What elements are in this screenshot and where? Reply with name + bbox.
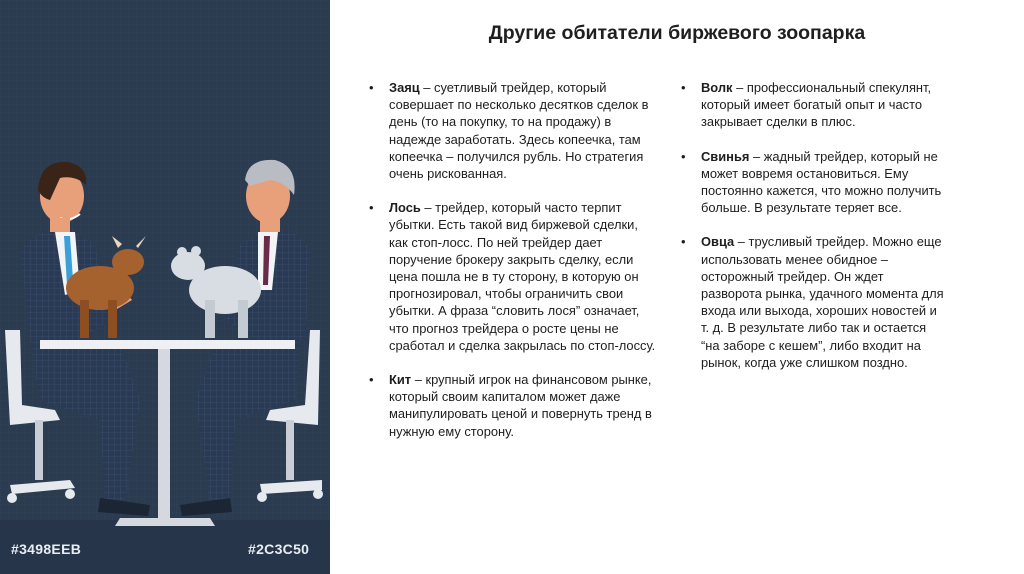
definition-moose: – трейдер, который часто терпит убытки. Есть такой вид биржевой сделки, как стоп-лосс. По ней трейдер дает поручение брокеру закрыть сделку, если цена пошла не в ту сторону, в которую он прогнозировал, чтобы ограничить свои убытки. А фраза “словить лося” означает, что прогноз трейдера о росте цены не сработал и сделка закрылась по стоп-лоссу.: [389, 200, 656, 353]
term-sheep: Овца: [701, 234, 735, 250]
definition-pig: – жадный трейдер, который не может вовремя остановиться. Ему постоянно кажется, что можно получить больше. В результате теряет все.: [701, 148, 942, 216]
list-item-sheep: [679, 233, 944, 371]
list-item-pig: [679, 148, 944, 217]
definition-sheep: – трусливый трейдер. Можно еще использовать менее обидное – осторожный трейдер. Он ждет разворота рынка, удачного момента для входа или выхода, хороших новостей и т. д. В результате либо так и остается “на заборе с кешем”, либо входит на рынок, когда уже слишком поздно.: [701, 234, 944, 370]
list-item-wolf: [679, 79, 944, 131]
term-moose: Лось: [389, 200, 421, 216]
left-column-list: [367, 79, 657, 457]
slide-title: Другие обитатели биржевого зоопарка: [488, 22, 866, 44]
term-pig: Свинья: [701, 148, 750, 164]
term-whale: Кит: [389, 372, 412, 388]
business-illustration: [0, 0, 330, 574]
term-hare: Заяц: [389, 80, 420, 95]
right-column-list: [679, 79, 944, 388]
list-item-hare: [367, 79, 657, 182]
definition-wolf: – профессиональный спекулянт, который имеет богатый опыт и часто закрывает сделки в плюс.: [701, 80, 932, 130]
color-code-right: #2C3C50: [248, 541, 310, 557]
color-code-left: #3498EEB: [11, 541, 82, 557]
list-item-moose: [367, 199, 657, 354]
term-wolf: Волк: [701, 80, 733, 95]
definition-whale: – крупный игрок на финансовом рынке, который своим капиталом может даже манипулировать ценой и повернуть тренд в нужную ему сторону.: [389, 372, 652, 439]
list-item-whale: [367, 371, 657, 440]
definition-hare: – суетливый трейдер, который совершает по несколько десятков сделок в день (то на покупку, то на продажу) в надежде заработать. Здесь копеечка, там копеечка – получился рубль. Но стратегия очень рискованная.: [389, 80, 649, 182]
